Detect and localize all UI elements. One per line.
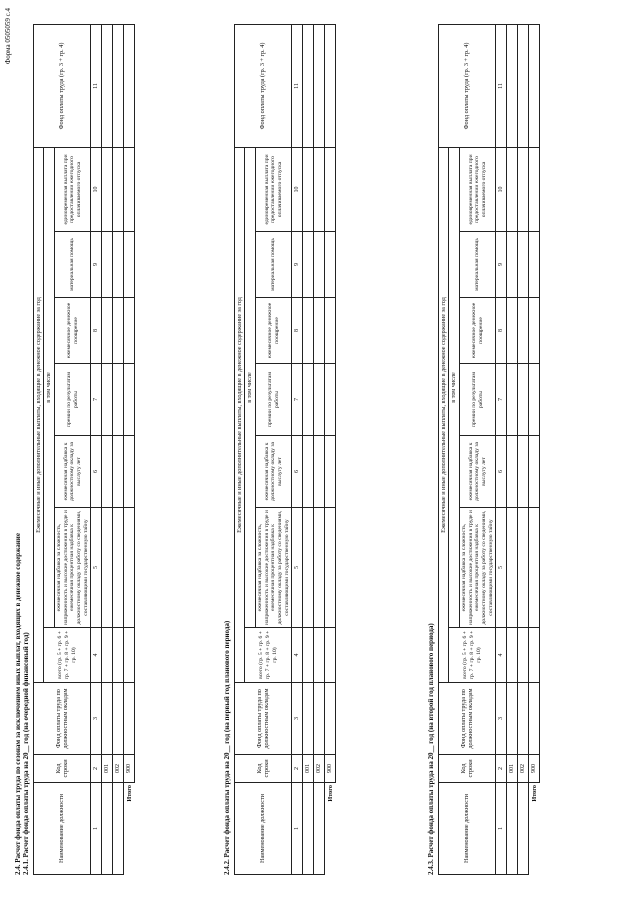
header-salary-fund: Фонд оплаты труда по должностным окладам bbox=[34, 683, 91, 755]
table-row bbox=[113, 24, 124, 874]
value-cell bbox=[518, 436, 529, 508]
value-cell bbox=[124, 683, 135, 755]
column-number: 11 bbox=[292, 24, 303, 147]
value-cell bbox=[113, 147, 124, 231]
fot-table bbox=[438, 24, 540, 875]
value-cell bbox=[518, 508, 529, 628]
header-total-fund: Фонд оплаты труда (гр. 3 + гр. 4) bbox=[439, 24, 496, 147]
header-monthly-incentive: ежемесячное денежное поощрение bbox=[54, 298, 91, 364]
value-cell bbox=[325, 298, 336, 364]
row-code: 002 bbox=[314, 755, 325, 783]
header-complexity-bonus: ежемесячная надбавка за сложность, напряженность и высокие достижения в труде и ежемесячная процентная надбавка к должностному окладу за работу со сведениями, составляющими государственную тайну bbox=[54, 508, 91, 628]
value-cell bbox=[113, 628, 124, 683]
value-cell bbox=[507, 24, 518, 147]
column-number: 10 bbox=[91, 147, 102, 231]
column-number: 1 bbox=[496, 783, 507, 875]
value-cell bbox=[325, 24, 336, 147]
column-number: 3 bbox=[292, 683, 303, 755]
column-number: 6 bbox=[91, 436, 102, 508]
column-number: 10 bbox=[496, 147, 507, 231]
value-cell bbox=[303, 232, 314, 298]
column-number: 11 bbox=[496, 24, 507, 147]
column-number: 6 bbox=[292, 436, 303, 508]
column-number: 8 bbox=[292, 298, 303, 364]
total-row bbox=[529, 24, 540, 874]
value-cell bbox=[102, 628, 113, 683]
value-cell bbox=[314, 232, 325, 298]
column-number: 3 bbox=[91, 683, 102, 755]
column-number: 4 bbox=[292, 628, 303, 683]
table-row bbox=[314, 24, 325, 874]
value-cell bbox=[102, 24, 113, 147]
value-cell bbox=[314, 683, 325, 755]
header-monthly-incentive: ежемесячное денежное поощрение bbox=[459, 298, 496, 364]
value-cell bbox=[529, 364, 540, 436]
value-cell bbox=[113, 436, 124, 508]
header-total-additional: всего (гр. 5 + гр. 6 + гр. 7 + гр. 8 + гр. 9 + гр. 10) bbox=[245, 628, 292, 683]
header-material-aid: материальная помощь bbox=[255, 232, 292, 298]
value-cell bbox=[518, 24, 529, 147]
fot-section bbox=[427, 25, 540, 875]
value-cell bbox=[124, 364, 135, 436]
value-cell bbox=[102, 508, 113, 628]
value-cell bbox=[518, 232, 529, 298]
value-cell bbox=[113, 508, 124, 628]
header-vacation-payment: единовременная выплата при предоставлении ежегодного оплачиваемого отпуска bbox=[54, 147, 91, 231]
header-seniority-bonus: ежемесячная надбавка к должностному окладу за выслугу лет bbox=[255, 436, 292, 508]
header-salary-fund: Фонд оплаты труда по должностным окладам bbox=[439, 683, 496, 755]
value-cell bbox=[507, 364, 518, 436]
value-cell bbox=[124, 628, 135, 683]
header-including: в том числе bbox=[245, 147, 255, 627]
value-cell bbox=[303, 364, 314, 436]
value-cell bbox=[507, 298, 518, 364]
header-additional-payments: Ежемесячные и иные дополнительные выплаты, входящие в денежное содержание за год bbox=[34, 147, 44, 682]
column-number: 11 bbox=[91, 24, 102, 147]
column-number: 5 bbox=[292, 508, 303, 628]
total-code: 900 bbox=[529, 755, 540, 783]
value-cell bbox=[314, 147, 325, 231]
value-cell bbox=[314, 24, 325, 147]
fot-section bbox=[223, 25, 336, 875]
header-salary-fund: Фонд оплаты труда по должностным окладам bbox=[235, 683, 292, 755]
value-cell bbox=[124, 436, 135, 508]
value-cell bbox=[507, 683, 518, 755]
row-code: 001 bbox=[507, 755, 518, 783]
header-position: Наименование должности bbox=[34, 783, 91, 875]
value-cell bbox=[325, 628, 336, 683]
header-vacation-payment: единовременная выплата при предоставлении ежегодного оплачиваемого отпуска bbox=[459, 147, 496, 231]
header-vacation-payment: единовременная выплата при предоставлении ежегодного оплачиваемого отпуска bbox=[255, 147, 292, 231]
value-cell bbox=[518, 298, 529, 364]
header-performance-bonus: премии по результатам работы bbox=[255, 364, 292, 436]
header-row-code: Код строки bbox=[439, 755, 496, 783]
value-cell bbox=[325, 683, 336, 755]
header-row-code: Код строки bbox=[34, 755, 91, 783]
row-code: 001 bbox=[102, 755, 113, 783]
table-row bbox=[507, 24, 518, 874]
value-cell bbox=[314, 364, 325, 436]
header-total-additional: всего (гр. 5 + гр. 6 + гр. 7 + гр. 8 + гр. 9 + гр. 10) bbox=[44, 628, 91, 683]
value-cell bbox=[303, 436, 314, 508]
header-total-additional: всего (гр. 5 + гр. 6 + гр. 7 + гр. 8 + гр. 9 + гр. 10) bbox=[449, 628, 496, 683]
value-cell bbox=[529, 147, 540, 231]
value-cell bbox=[507, 628, 518, 683]
row-code: 002 bbox=[113, 755, 124, 783]
section-title: 2.4.3. Расчет фонда оплаты труда на 20__ год (на второй год планового периода) bbox=[427, 623, 435, 875]
column-number: 1 bbox=[91, 783, 102, 875]
value-cell bbox=[325, 364, 336, 436]
fot-table bbox=[33, 24, 135, 875]
value-cell bbox=[314, 436, 325, 508]
value-cell bbox=[529, 298, 540, 364]
header-total-fund: Фонд оплаты труда (гр. 3 + гр. 4) bbox=[34, 24, 91, 147]
header-material-aid: материальная помощь bbox=[459, 232, 496, 298]
value-cell bbox=[113, 364, 124, 436]
header-additional-payments: Ежемесячные и иные дополнительные выплаты, входящие в денежное содержание за год bbox=[439, 147, 449, 682]
value-cell bbox=[113, 24, 124, 147]
header-complexity-bonus: ежемесячная надбавка за сложность, напряженность и высокие достижения в труде и ежемесячная процентная надбавка к должностному окладу за работу со сведениями, составляющими государственную тайну bbox=[459, 508, 496, 628]
column-numbers-row bbox=[91, 24, 102, 874]
position-cell bbox=[102, 783, 113, 875]
header-performance-bonus: премии по результатам работы bbox=[54, 364, 91, 436]
header-including: в том числе bbox=[449, 147, 459, 627]
value-cell bbox=[113, 232, 124, 298]
total-label: Итого bbox=[530, 785, 538, 802]
total-label: Итого bbox=[326, 785, 334, 802]
column-number: 8 bbox=[496, 298, 507, 364]
column-number: 10 bbox=[292, 147, 303, 231]
value-cell bbox=[529, 24, 540, 147]
value-cell bbox=[518, 628, 529, 683]
table-row bbox=[102, 24, 113, 874]
total-code: 900 bbox=[325, 755, 336, 783]
section-title: 2.4.2. Расчет фонда оплаты труда на 20__ год (на первый год планового периода) bbox=[223, 620, 231, 875]
column-number: 9 bbox=[292, 232, 303, 298]
value-cell bbox=[529, 628, 540, 683]
value-cell bbox=[507, 147, 518, 231]
value-cell bbox=[314, 628, 325, 683]
value-cell bbox=[124, 298, 135, 364]
header-including: в том числе bbox=[44, 147, 54, 627]
value-cell bbox=[102, 364, 113, 436]
value-cell bbox=[529, 232, 540, 298]
header-row-code: Код строки bbox=[235, 755, 292, 783]
header-monthly-incentive: ежемесячное денежное поощрение bbox=[255, 298, 292, 364]
table-row bbox=[518, 24, 529, 874]
value-cell bbox=[124, 24, 135, 147]
value-cell bbox=[303, 683, 314, 755]
value-cell bbox=[102, 436, 113, 508]
value-cell bbox=[124, 147, 135, 231]
total-code: 900 bbox=[124, 755, 135, 783]
header-position: Наименование должности bbox=[235, 783, 292, 875]
column-number: 5 bbox=[91, 508, 102, 628]
value-cell bbox=[314, 508, 325, 628]
column-number: 2 bbox=[496, 755, 507, 783]
value-cell bbox=[529, 683, 540, 755]
value-cell bbox=[113, 683, 124, 755]
value-cell bbox=[518, 683, 529, 755]
main-heading: 2.4. Расчет фонда оплаты труда по сезонам за исключением иных выплат, входящих в денежное содержание bbox=[14, 533, 22, 875]
fot-table bbox=[234, 24, 336, 875]
column-number: 5 bbox=[496, 508, 507, 628]
value-cell bbox=[325, 232, 336, 298]
header-total-fund: Фонд оплаты труда (гр. 3 + гр. 4) bbox=[235, 24, 292, 147]
value-cell bbox=[518, 147, 529, 231]
value-cell bbox=[303, 508, 314, 628]
column-number: 7 bbox=[91, 364, 102, 436]
position-cell bbox=[303, 783, 314, 875]
header-complexity-bonus: ежемесячная надбавка за сложность, напряженность и высокие достижения в труде и ежемесячная процентная надбавка к должностному окладу за работу со сведениями, составляющими государственную тайну bbox=[255, 508, 292, 628]
column-numbers-row bbox=[292, 24, 303, 874]
value-cell bbox=[303, 24, 314, 147]
table-row bbox=[303, 24, 314, 874]
header-position: Наименование должности bbox=[439, 783, 496, 875]
column-number: 7 bbox=[496, 364, 507, 436]
header-seniority-bonus: ежемесячная надбавка к должностному окладу за выслугу лет bbox=[54, 436, 91, 508]
column-number: 9 bbox=[91, 232, 102, 298]
value-cell bbox=[303, 628, 314, 683]
column-number: 1 bbox=[292, 783, 303, 875]
value-cell bbox=[102, 298, 113, 364]
position-cell bbox=[518, 783, 529, 875]
total-label: Итого bbox=[125, 785, 133, 802]
column-number: 7 bbox=[292, 364, 303, 436]
position-cell bbox=[507, 783, 518, 875]
section-title: 2.4.1. Расчет фонда оплаты труда на 20__ год (на очередной финансовый год) bbox=[22, 632, 30, 875]
fot-section bbox=[22, 25, 135, 875]
value-cell bbox=[507, 436, 518, 508]
value-cell bbox=[314, 298, 325, 364]
value-cell bbox=[102, 232, 113, 298]
column-number: 8 bbox=[91, 298, 102, 364]
value-cell bbox=[325, 147, 336, 231]
row-code: 001 bbox=[303, 755, 314, 783]
column-number: 4 bbox=[496, 628, 507, 683]
column-numbers-row bbox=[496, 24, 507, 874]
column-number: 3 bbox=[496, 683, 507, 755]
value-cell bbox=[124, 508, 135, 628]
value-cell bbox=[303, 298, 314, 364]
row-code: 002 bbox=[518, 755, 529, 783]
column-number: 2 bbox=[91, 755, 102, 783]
value-cell bbox=[518, 364, 529, 436]
header-performance-bonus: премии по результатам работы bbox=[459, 364, 496, 436]
value-cell bbox=[102, 683, 113, 755]
header-material-aid: материальная помощь bbox=[54, 232, 91, 298]
total-row bbox=[325, 24, 336, 874]
value-cell bbox=[102, 147, 113, 231]
column-number: 9 bbox=[496, 232, 507, 298]
value-cell bbox=[113, 298, 124, 364]
value-cell bbox=[507, 508, 518, 628]
position-cell bbox=[314, 783, 325, 875]
column-number: 6 bbox=[496, 436, 507, 508]
value-cell bbox=[325, 436, 336, 508]
column-number: 2 bbox=[292, 755, 303, 783]
position-cell bbox=[113, 783, 124, 875]
form-label: Форма 0505059 с.4 bbox=[4, 8, 12, 65]
value-cell bbox=[325, 508, 336, 628]
header-seniority-bonus: ежемесячная надбавка к должностному окладу за выслугу лет bbox=[459, 436, 496, 508]
column-number: 4 bbox=[91, 628, 102, 683]
value-cell bbox=[124, 232, 135, 298]
value-cell bbox=[529, 436, 540, 508]
value-cell bbox=[507, 232, 518, 298]
header-additional-payments: Ежемесячные и иные дополнительные выплаты, входящие в денежное содержание за год bbox=[235, 147, 245, 682]
value-cell bbox=[529, 508, 540, 628]
value-cell bbox=[303, 147, 314, 231]
total-row bbox=[124, 24, 135, 874]
